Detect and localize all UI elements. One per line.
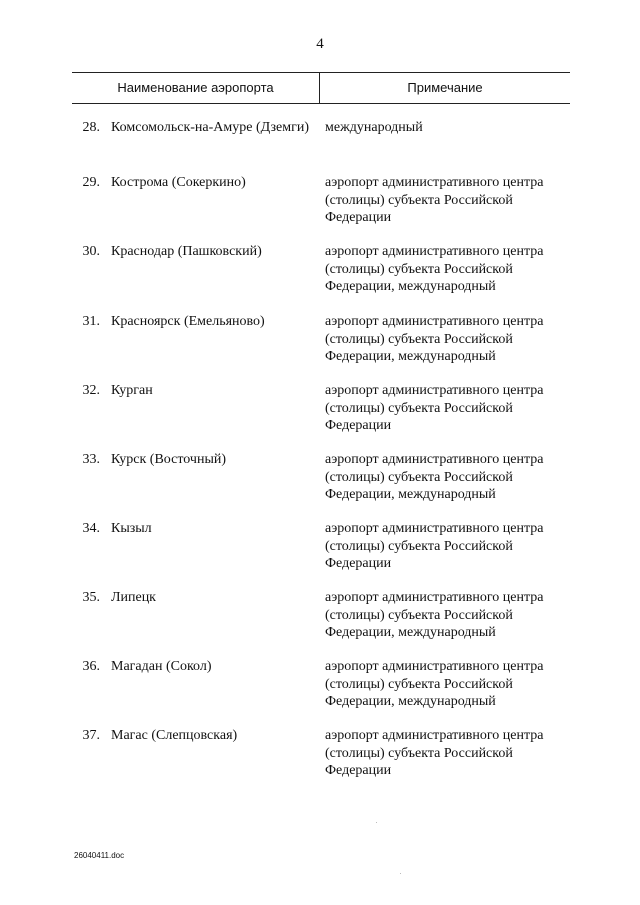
row-number: 32.: [82, 383, 100, 398]
row-number: 33.: [82, 452, 100, 467]
airport-name: Курск (Восточный): [111, 452, 227, 467]
row-number: 35.: [82, 590, 100, 605]
table-header: [72, 72, 570, 104]
airport-note: аэропорт административного центра (столицы) субъекта Российской Федерации, международный: [325, 659, 544, 709]
airport-name: Кызыл: [111, 521, 152, 536]
row-number: 31.: [82, 314, 100, 329]
column-header-airport-name: Наименование аэропорта: [117, 80, 274, 95]
row-number: 29.: [82, 175, 100, 190]
row-number: 34.: [82, 521, 100, 536]
scan-speck: [400, 873, 401, 874]
airport-name: Липецк: [111, 590, 156, 605]
airport-name: Курган: [111, 383, 153, 398]
airport-note: аэропорт административного центра (столицы) субъекта Российской Федерации, международный: [325, 244, 544, 294]
airport-note: аэропорт административного центра (столицы) субъекта Российской Федерации: [325, 175, 544, 225]
airport-note: аэропорт административного центра (столицы) субъекта Российской Федерации, международный: [325, 314, 544, 364]
row-number: 30.: [82, 244, 100, 259]
airport-note: аэропорт административного центра (столицы) субъекта Российской Федерации, международный: [325, 590, 544, 640]
airport-note: аэропорт административного центра (столицы) субъекта Российской Федерации, международный: [325, 452, 544, 502]
row-number: 28.: [82, 120, 100, 135]
row-number: 37.: [82, 728, 100, 743]
airport-name: Магас (Слепцовская): [111, 728, 238, 743]
airport-note: международный: [325, 120, 423, 135]
airport-note: аэропорт административного центра (столицы) субъекта Российской Федерации: [325, 521, 544, 571]
page-number: 4: [316, 36, 324, 52]
airport-name: Краснодар (Пашковский): [111, 244, 262, 259]
airport-name: Красноярск (Емельяново): [111, 314, 265, 329]
airport-name: Магадан (Сокол): [111, 659, 212, 674]
airport-note: аэропорт административного центра (столицы) субъекта Российской Федерации: [325, 383, 544, 433]
scan-speck: [376, 822, 377, 823]
column-header-note: Примечание: [407, 80, 483, 95]
row-number: 36.: [82, 659, 100, 674]
airport-name: Кострома (Сокеркино): [111, 175, 246, 190]
document-filename: 26040411.doc: [74, 851, 125, 860]
airport-name: Комсомольск-на-Амуре (Дземги): [111, 120, 310, 135]
airport-note: аэропорт административного центра (столицы) субъекта Российской Федерации: [325, 728, 544, 778]
